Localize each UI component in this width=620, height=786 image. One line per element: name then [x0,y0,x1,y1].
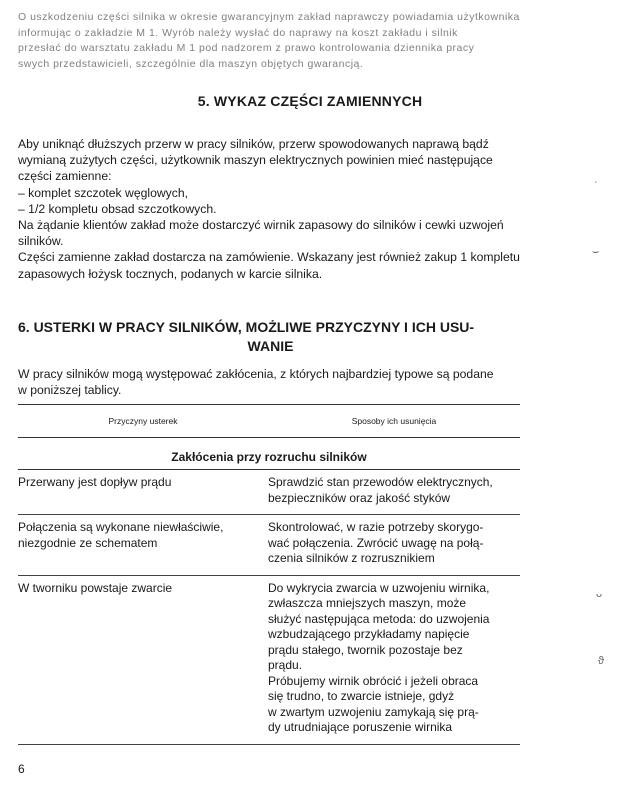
text-line: przesłać do warsztatu zakładu M 1 pod nadzorem z prawo kontrolowania dziennika pracy [18,42,475,54]
section-6-intro [18,366,528,398]
cell-line: niezgodnie ze schematem [18,535,158,550]
text-line: swych przedstawicieli, szczególnie dla maszyn objętych gwarancją. [18,57,364,70]
cell-line: Próbujemy wirnik obrócić i jeżeli obraca [268,673,479,688]
cell-line: Przerwany jest dopływ prądu [18,475,172,489]
cell-line: się trudno, to zwarcie istnieje, gdyż [268,689,455,703]
text-line: O uszkodzeniu części silnika w okresie gwarancyjnym zakład naprawczy powiadamia użytkownika [18,11,520,23]
text-line: – 1/2 kompletu obsad szczotkowych. [18,201,217,216]
scan-mark: ⌣ [592,246,600,258]
cell-line: służyć następująca metoda: do uzwojenia [268,611,490,626]
text-line: części zamienne: [18,169,112,184]
remedy-cell [268,515,520,576]
table-row [18,515,520,576]
text-line: silników. [18,234,64,249]
text-line: informując o zakładzie M 1. Wyrób należy wysłać do naprawy na koszt zakładu i silnik [18,26,458,39]
table-header-row [18,405,520,438]
table-subheading: Zakłócenia przy rozruchu silników [18,437,520,470]
remedy-cell [268,575,520,744]
troubleshooting-table [18,404,520,745]
text-line: Na żądanie klientów zakład może dostarczyć wirnik zapasowy do silników i cewki uzwojeń [18,218,504,233]
heading-line: WANIE [247,338,294,354]
cell-line: Skontrolować, w razie potrzeby skorygo- [268,520,484,534]
text-line: wymianą zużytych części, użytkownik maszyn elektrycznych powinien mieć następujące [18,153,493,168]
cell-line: Sprawdzić stan przewodów elektrycznych, [268,475,493,489]
section-5-heading: 5. WYKAZ CZĘŚCI ZAMIENNYCH [197,93,423,109]
section-5-body [18,136,528,282]
table-subheading-row [18,437,520,470]
table-row [18,470,520,515]
cell-line: prądu stałego, twornik pozostaje bez [268,642,463,657]
cell-line: czenia silników z rozrusznikiem [268,551,435,565]
column-header-causes: Przyczyny usterek [18,405,268,438]
text-line: W pracy silników mogą występować zakłócenia, z których najbardziej typowe są podane [18,367,494,381]
scan-mark: ʿ [594,180,598,192]
text-line: – komplet szczotek węglowych, [18,185,189,200]
cause-cell [18,470,268,515]
text-line: Aby uniknąć dłuższych przerw w pracy silników, przerw spowodowanych naprawą bądź [18,137,489,151]
text-line: w poniższej tablicy. [18,383,122,398]
cell-line: wzbudzającego przykładamy napięcie [268,627,470,641]
cell-line: Połączenia są wykonane niewłaściwie, [18,520,224,534]
cell-line: Do wykrycia zwarcia w uzwojeniu wirnika, [268,580,490,595]
table-row [18,575,520,744]
heading-line: 6. USTERKI W PRACY SILNIKÓW, MOŻLIWE PRZYCZYNY I ICH USU- [18,319,475,335]
cause-cell [18,575,268,744]
cell-line: wać połączenia. Zwrócić uwagę na połą- [268,535,484,550]
cell-line: dy utrudniające poruszenie wirnika [268,720,453,734]
cause-cell [18,515,268,576]
cell-line: w zwartym uzwojeniu zamykają się prą- [268,704,479,719]
scan-mark: ᴗ [596,588,603,600]
cell-line: prądu. [268,658,303,672]
column-header-remedies: Sposoby ich usunięcia [268,405,520,438]
remedy-cell [268,470,520,515]
top-faded-paragraph [18,10,603,72]
cell-line: zwłaszcza mniejszych maszyn, może [268,596,467,610]
page-number: 6 [18,762,25,776]
section-6-heading [18,318,523,356]
cell-line: bezpieczników oraz jakość styków [268,490,451,505]
text-line: zapasowych łożysk tocznych, podanych w karcie silnika. [18,266,323,281]
cell-line: W tworniku powstaje zwarcie [18,580,173,595]
scan-mark: ϑ [598,655,605,667]
text-line: Części zamienne zakład dostarcza na zamówienie. Wskazany jest również zakup 1 kompletu [18,250,520,265]
